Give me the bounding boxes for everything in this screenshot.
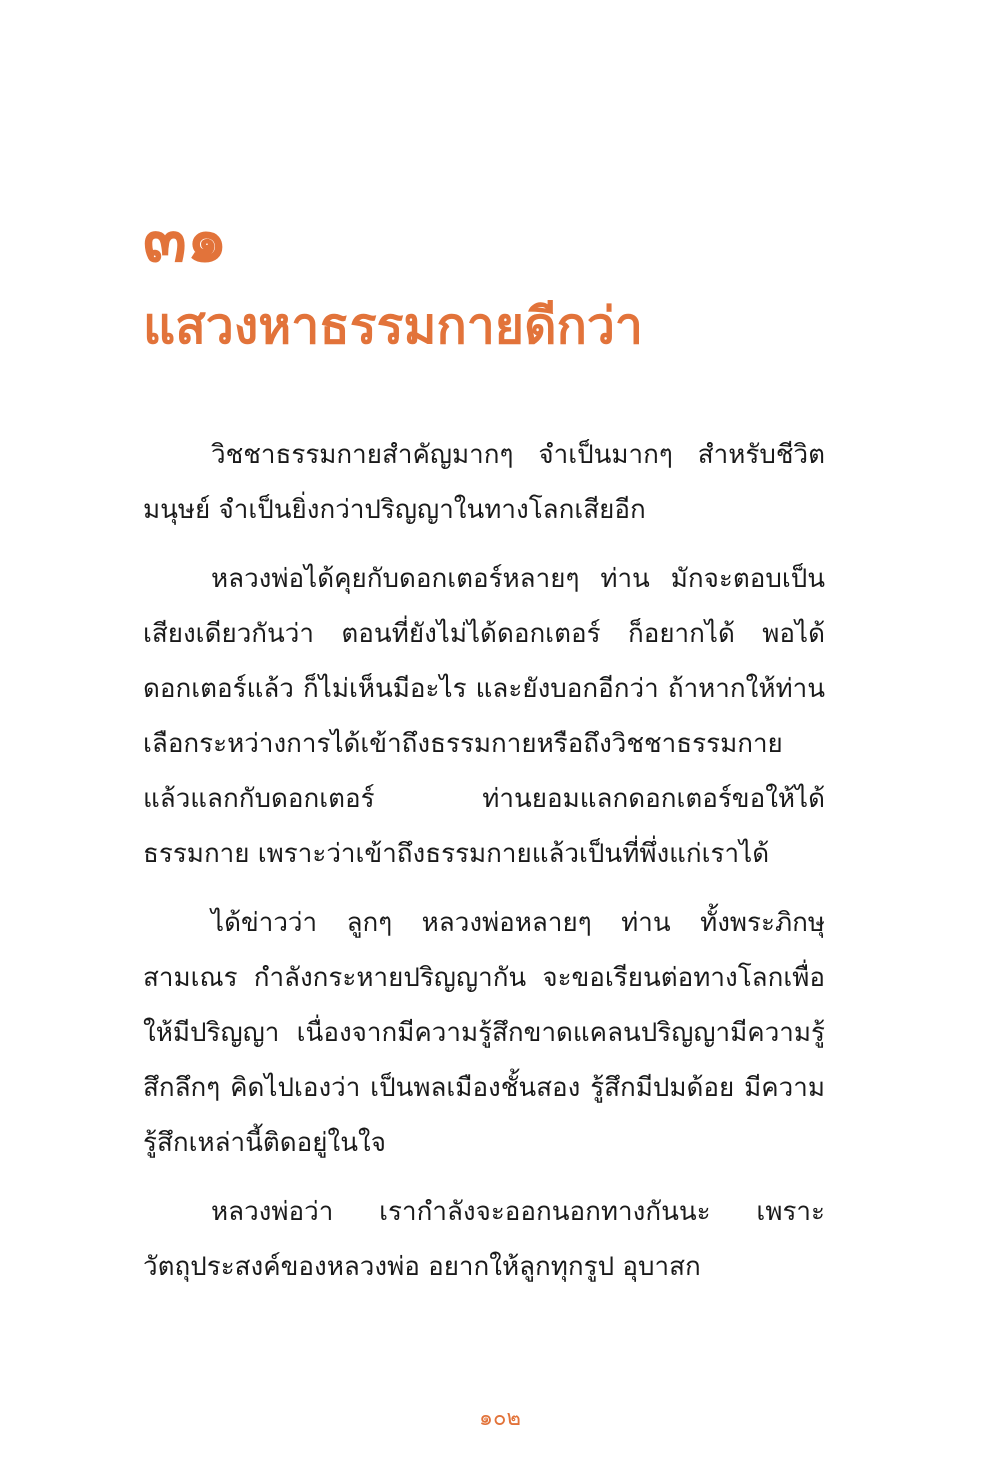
paragraph-1: วิชชาธรรมกายสำคัญมากๆ จำเป็นมากๆ สำหรับชีวิตมนุษย์ จำเป็นยิ่งกว่าปริญญาในทางโลกเสียอีก (143, 440, 825, 525)
paragraph-4: หลวงพ่อว่า เรากำลังจะออกนอกทางกันนะ เพราะวัตถุประสงค์ของหลวงพ่อ อยากให้ลูกทุกรูป อุบาสก (143, 1197, 825, 1282)
paragraph-3: ได้ข่าวว่า ลูกๆ หลวงพ่อหลายๆ ท่าน ทั้งพระภิกษุสามเณร กำลังกระหายปริญญากัน จะขอเรียนต่อทางโลกเพื่อให้มีปริญญา เนื่องจากมีความรู้สึกขาดแคลนปริญญามีความรู้สึกลึกๆ คิดไปเองว่า เป็นพลเมืองชั้นสอง รู้สึกมีปมด้อย มีความรู้สึกเหล่านี้ติดอยู่ในใจ (143, 908, 825, 1158)
paragraph-2: หลวงพ่อได้คุยกับดอกเตอร์หลายๆ ท่าน มักจะตอบเป็นเสียงเดียวกันว่า ตอนที่ยังไม่ได้ดอกเตอร์ ก็อยากได้ พอได้ดอกเตอร์แล้ว ก็ไม่เห็นมีอะไร และยังบอกอีกว่า ถ้าหากให้ท่านเลือกระหว่างการได้เข้าถึงธรรมกายหรือถึงวิชชาธรรมกาย แล้วแลกกับดอกเตอร์ ท่านยอมแลกดอกเตอร์ขอให้ได้ธรรมกาย เพราะว่าเข้าถึงธรรมกายแล้วเป็นที่พึ่งแก่เราได้ (143, 564, 825, 869)
chapter-number: ๓๑ (143, 202, 228, 277)
page-number: ๑๐๒ (479, 1406, 521, 1431)
body-text (143, 428, 825, 1309)
chapter-title: แสวงหาธรรมกายดีกว่า (143, 296, 643, 355)
